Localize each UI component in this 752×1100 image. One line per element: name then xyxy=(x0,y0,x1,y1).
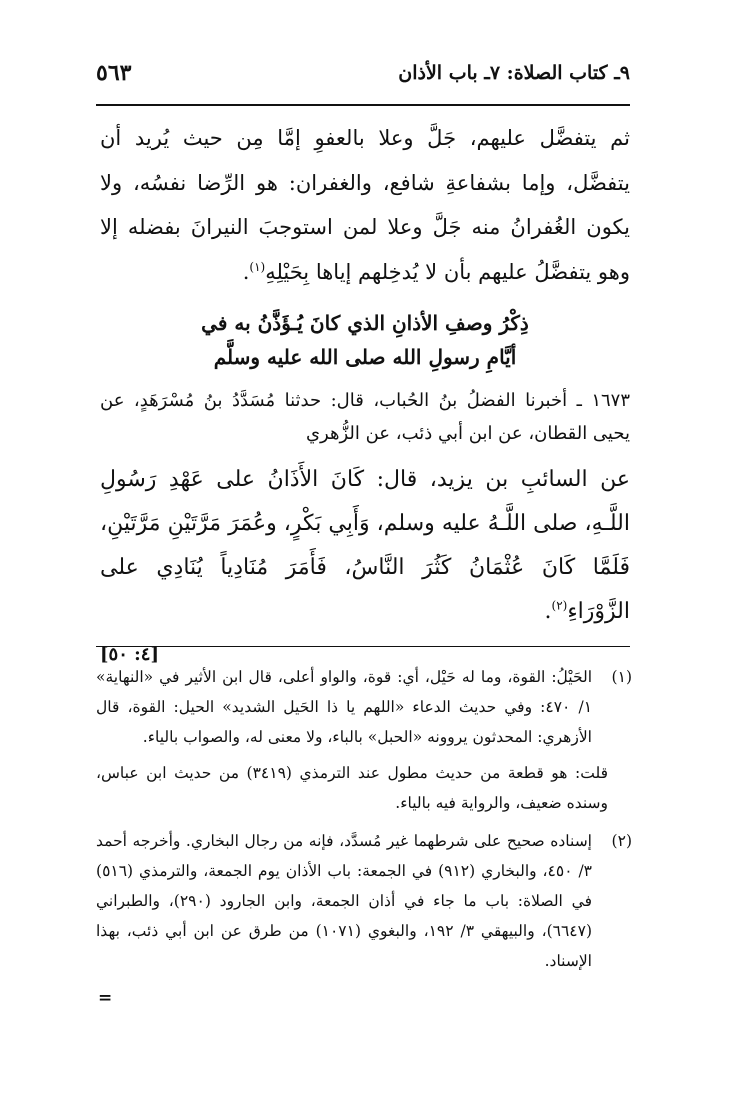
footnote-1 xyxy=(96,662,632,752)
footnote-marker-2[interactable]: (٢) xyxy=(551,598,568,613)
header-rule xyxy=(96,104,630,106)
main-text xyxy=(100,116,630,670)
chapter-heading xyxy=(100,306,630,374)
heading-line-1: ذِكْرُ وصفِ الأذانِ الذي كانَ يُـؤَذَّنُ به في xyxy=(201,311,529,335)
matn-text: عن السائبِ بن يزيد، قال: كَانَ الأَذَانُ على عَهْدِ رَسُولِ اللَّـهِ، صلى اللَّـهُ عليه وسلم، وَأَبِي بَكْرٍ، وعُمَرَ مَرَّتَيْنِ مَرَّتَيْنِ، فَلَمَّا كَانَ عُثْمَانُ كَثُرَ النَّاسُ، فَأَمَرَ مُنَادِياً يُنَادِي على الزَّوْرَاءِ xyxy=(100,467,630,624)
source-reference: [٤: ٥٠] xyxy=(100,644,159,665)
page-number: ٥٦٣ xyxy=(96,60,132,86)
footnote-1-comment: قلت: هو قطعة من حديث مطول عند الترمذي (٣٤١٩) من حديث ابن عباس، وسنده ضعيف، والرواية فيه بالياء. xyxy=(96,764,608,812)
commentary-end: . xyxy=(242,259,250,284)
commentary-paragraph xyxy=(100,116,630,294)
matn-end: . xyxy=(544,599,552,624)
footnote-2 xyxy=(96,826,632,976)
footnotes-rule xyxy=(96,646,630,647)
footnote-2-number: (٢) xyxy=(611,832,632,850)
page-header xyxy=(96,62,630,98)
heading-line-2: أيَّامِ رسولِ الله صلى الله عليه وسلَّم xyxy=(213,345,517,369)
footnote-marker-1[interactable]: (١) xyxy=(249,259,266,274)
commentary-text: ثم يتفضَّل عليهم، جَلَّ وعلا بالعفوِ إمَّا مِن حيث يُريد أن يتفضَّل، وإما بشفاعةِ شافع، والغفران: هو الرِّضا نفسُه، ولا يكون الغُفرانُ منه جَلَّ وعلا لمن استوجبَ النيرانَ بفضله إلا وهو يتفضَّلُ عليهم بأن لا يُدخِلهم إياها بِحَيْلِهِ xyxy=(100,126,630,284)
footnote-2-text: إسناده صحيح على شرطهما غير مُسدَّد، فإنه من رجال البخاري. وأخرجه أحمد ٣/ ٤٥٠، والبخاري (٩١٢) في الجمعة: باب الأذان يوم الجمعة، والترمذي (٥١٦) في الصلاة: باب ما جاء في أذان الجمعة، وابن الجارود (٢٩٠)، والطبراني (٦٦٤٧)، والبيهقي ٣/ ١٩٢، والبغوي (١٠٧١) من طرق عن ابن أبي ذئب، بهذا الإسناد. xyxy=(96,832,593,970)
hadith-isnad: ١٦٧٣ ـ أخبرنا الفضلُ بنُ الحُباب، قال: حدثنا مُسَدَّدُ بنُ مُسْرَهَدٍ، عن يحيى القطان، عن ابن أبي ذئب، عن الزُّهري xyxy=(100,390,630,444)
footnotes xyxy=(96,662,632,982)
running-head: ٩ـ كتاب الصلاة: ٧ـ باب الأذان xyxy=(398,62,630,84)
footnote-1-number: (١) xyxy=(611,668,632,686)
hadith-matn xyxy=(100,458,630,634)
continuation-mark: = xyxy=(98,988,113,1008)
footnote-1-text: الحَيْلُ: القوة، وما له حَيْل، أي: قوة، والواو أعلى، قال ابن الأثير في «النهاية» ١/ ٤٧٠: وفي حديث الدعاء «اللهم يا ذا الحَيل الشديد» الحيل: القوة، قال الأزهري: المحدثون يروونه «الحبل» بالباء، ولا معنى له، والصواب بالياء. xyxy=(96,668,593,746)
